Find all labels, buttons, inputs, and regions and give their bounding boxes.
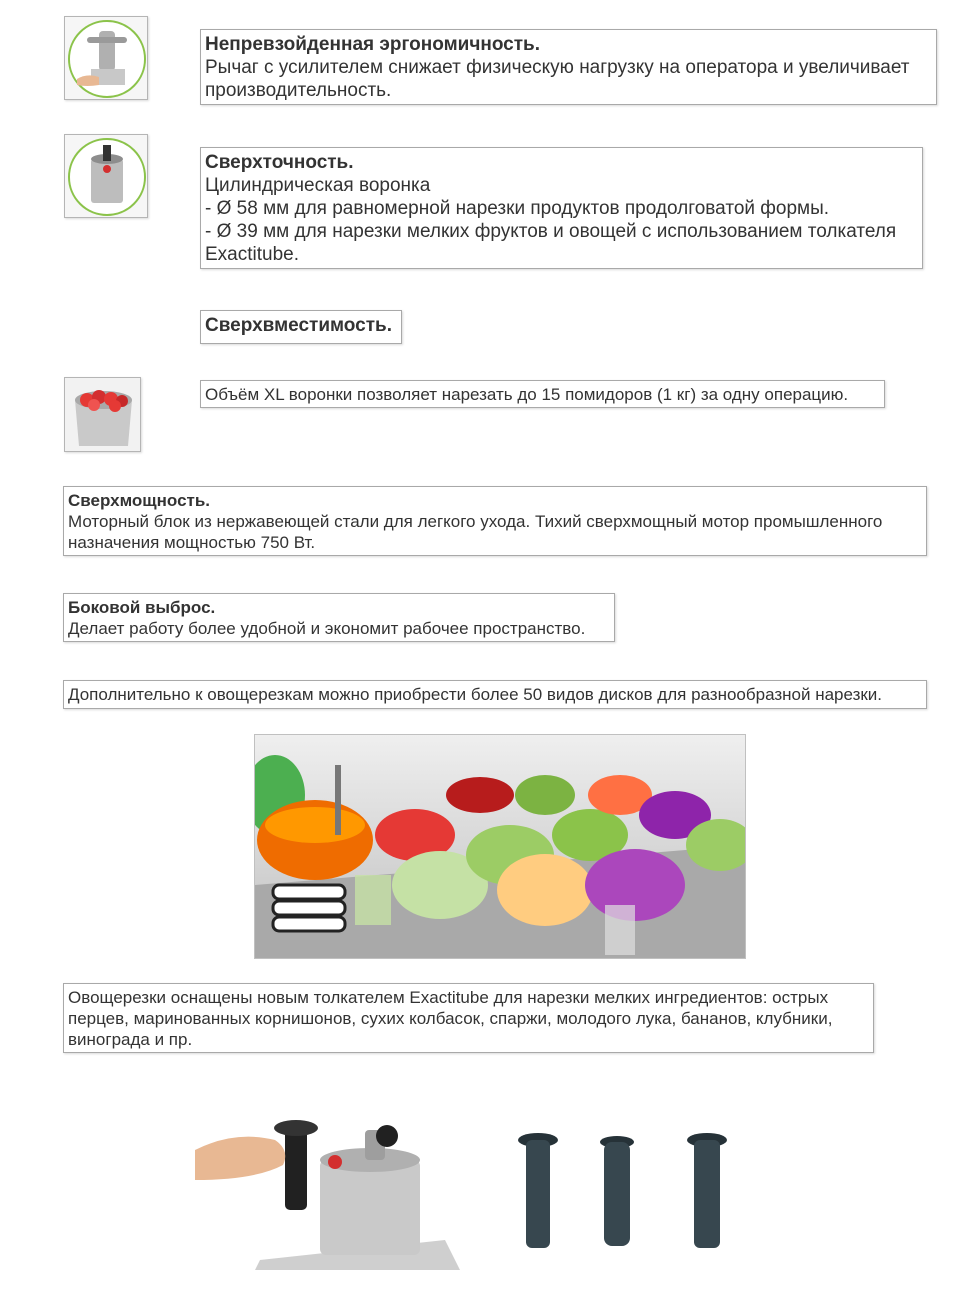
capacity-text: Объём XL воронки позволяет нарезать до 15 помидоров (1 кг) за одну операцию. [205,385,849,404]
precision-thumbnail [64,134,148,218]
exactitube-info-box [63,983,874,1053]
precision-text-line-1: Цилиндрическая воронка [205,175,431,196]
power-text-line-1: Моторный блок из нержавеющей стали для легкого ухода. Тихий сверхмощный мотор промышленного [68,512,883,531]
discs-info-box [63,680,927,709]
cylinder-funnel-image [65,135,148,218]
salad-bar-photo [254,734,746,959]
side-ejection-feature-box [63,593,615,642]
precision-text-line-4: Exactitube. [205,244,299,265]
exactitube-text-line-1: Овощерезки оснащены новым толкателем Exactitube для нарезки мелких ингредиентов: острых [68,988,829,1007]
three-pushers-photo [512,1130,737,1250]
tomatoes-funnel-image [65,378,141,452]
ergonomics-title: Непревзойденная эргономичность. [205,34,541,55]
exactitube-text-line-2: перцев, маринованных корнишонов, сухих колбасок, спаржи, молодого лука, бананов, клубники, [68,1009,833,1028]
sliced-vegetables-image [255,735,746,959]
ergonomics-feature-box [200,29,937,105]
lever-machine-image [65,17,148,100]
capacity-title-box [200,310,402,344]
precision-feature-box [200,147,923,269]
ergonomics-text-line-2: производительность. [205,80,392,101]
precision-title: Сверхточность. [205,152,354,173]
machine-with-pusher-photo [195,1110,460,1270]
side-ejection-title: Боковой выброс. [68,598,216,617]
power-feature-box [63,486,927,556]
black-pushers-image [512,1130,737,1250]
power-title: Сверхмощность. [68,491,211,510]
hand-inserting-pusher-image [195,1110,460,1270]
precision-text-line-3: - Ø 39 мм для нарезки мелких фруктов и овощей с использованием толкателя [205,221,897,242]
ergonomics-text-line-1: Рычаг с усилителем снижает физическую нагрузку на оператора и увеличивает [205,57,910,78]
power-text-line-2: назначения мощностью 750 Вт. [68,533,316,552]
capacity-title: Сверхвместимость. [205,315,392,336]
ergonomics-thumbnail [64,16,148,100]
capacity-thumbnail [64,377,141,452]
capacity-text-box [200,380,885,408]
precision-text-line-2: - Ø 58 мм для равномерной нарезки продуктов продолговатой формы. [205,198,830,219]
discs-text: Дополнительно к овощерезкам можно приобрести более 50 видов дисков для разнообразной нарезки. [68,685,883,704]
exactitube-text-line-3: винограда и пр. [68,1030,193,1049]
side-ejection-text: Делает работу более удобной и экономит рабочее пространство. [68,619,586,638]
